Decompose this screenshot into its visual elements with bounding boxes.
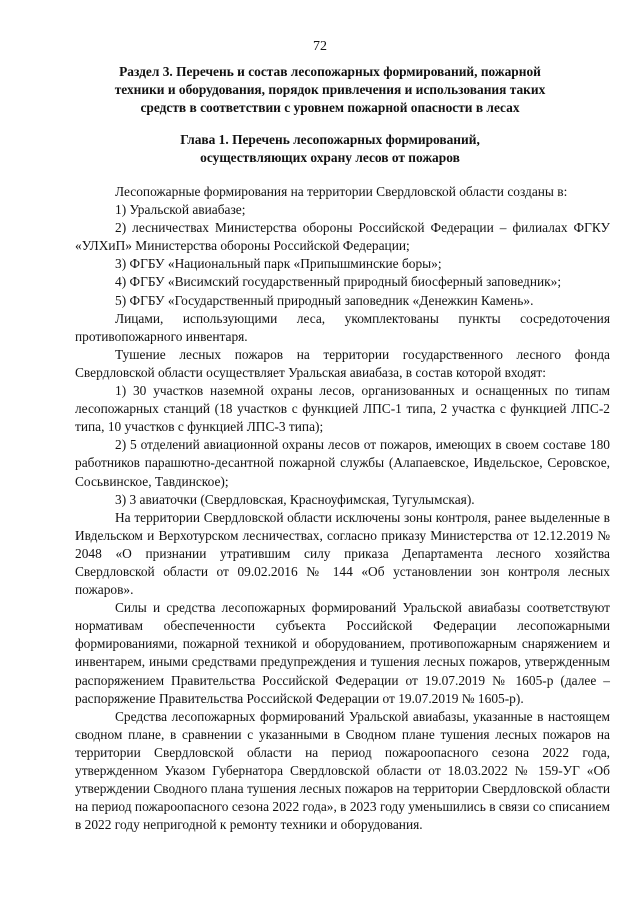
list-item: 1) Уральской авиабазе; xyxy=(115,202,246,218)
body-text xyxy=(75,183,610,834)
chapter-heading-line: Глава 1. Перечень лесопожарных формирований, xyxy=(180,132,480,147)
list-item: 3) 3 авиаточки (Свердловская, Красноуфимская, Тугулымская). xyxy=(115,491,475,507)
body-paragraph: Средства лесопожарных формирований Уральской авиабазы, указанные в настоящем сводном плане, в сравнении с указанными в Сводном плане тушения лесных пожаров на территории Свердловской области на период пожароопасного сезона 2022 года, утвержденном Указом Губернатора Свердловской области от 18.03.2022 № 159-УГ «Об утверждении Сводного плана тушения лесных пожаров на территории Свердловской области на период пожароопасного сезона 2022 года», в 2023 году уменьшились в связи со списанием в 2022 году непригодной к ремонту техники и оборудования. xyxy=(75,708,610,833)
list-item: 1) 30 участков наземной охраны лесов, организованных и оснащенных по типам лесопожарных станций (18 участков с функцией ЛПС-1 типа, 2 участка с функцией ЛПС-2 типа, 10 участков с функцией ЛПС-3 типа); xyxy=(75,383,610,435)
body-paragraph: Силы и средства лесопожарных формирований Уральской авиабазы соответствуют нормативам обеспеченности субъекта Российской Федерации лесопожарными формированиями, пожарной техникой и оборудованием, противопожарным снаряжением и инвентарем, иными средствами предупреждения и тушения лесных пожаров, утвержденным распоряжением Правительства Российской Федерации от 19.07.2019 № 1605-р (далее – распоряжение Правительства Российской Федерации от 19.07.2019 № 1605-р). xyxy=(75,600,610,706)
body-paragraph: На территории Свердловской области исключены зоны контроля, ранее выделенные в Ивдельском и Верхотурском лесничествах, согласно приказу Министерства от 12.12.2019 № 2048 «О признании утратившим силу приказа Департамента лесного хозяйства Свердловской области от 09.02.2016 № 144 «Об установлении зон контроля лесных пожаров». xyxy=(75,509,610,598)
section-heading-line: Раздел 3. Перечень и состав лесопожарных формирований, пожарной xyxy=(119,64,541,79)
list-item: 5) ФГБУ «Государственный природный заповедник «Денежкин Камень». xyxy=(115,292,534,308)
chapter-heading xyxy=(90,131,570,167)
section-heading-line: средств в соответствии с уровнем пожарной опасности в лесах xyxy=(140,100,520,115)
list-item: 2) лесничествах Министерства обороны Российской Федерации – филиалах ФГКУ «УЛХиП» Министерства обороны Российской Федерации; xyxy=(75,220,610,254)
list-item: 2) 5 отделений авиационной охраны лесов от пожаров, имеющих в своем составе 180 работников парашютно-десантной пожарной службы (Алапаевское, Ивдельское, Серовское, Сосьвинское, Тавдинское); xyxy=(75,437,610,489)
list-item: 4) ФГБУ «Висимский государственный природный биосферный заповедник»; xyxy=(115,274,562,290)
intro-paragraph: Лесопожарные формирования на территории Свердловской области созданы в: xyxy=(115,184,568,199)
section-heading xyxy=(90,63,570,117)
page-number: 72 xyxy=(313,39,327,54)
section-heading-line: техники и оборудования, порядок привлечения и использования таких xyxy=(114,82,546,97)
chapter-heading-line: осуществляющих охрану лесов от пожаров xyxy=(200,150,460,165)
list-item: 3) ФГБУ «Национальный парк «Припышминские боры»; xyxy=(115,256,442,272)
body-paragraph: Тушение лесных пожаров на территории государственного лесного фонда Свердловской области осуществляет Уральская авиабаза, в состав которой входят: xyxy=(75,346,610,380)
body-paragraph: Лицами, использующими леса, укомплектованы пункты сосредоточения противопожарного инвентаря. xyxy=(75,310,610,344)
